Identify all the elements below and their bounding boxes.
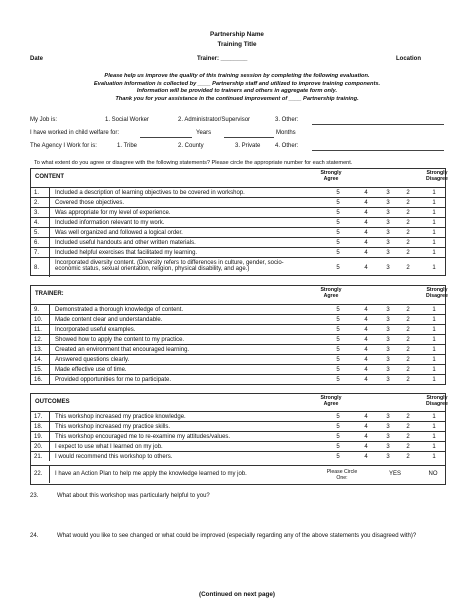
rating-row (31, 187, 445, 197)
intro-line: Please help us improve the quality of this training session by completing the following evaluation. (104, 73, 370, 79)
rating-option[interactable]: 2 (406, 189, 410, 196)
months-label: Months (276, 130, 296, 136)
rating-option[interactable]: 4 (364, 336, 368, 343)
rating-option[interactable]: 4 (364, 219, 368, 226)
form-title: Partnership Name (210, 31, 264, 38)
rating-option[interactable]: 4 (364, 306, 368, 313)
question-24-number: 24. (30, 533, 39, 539)
rating-option[interactable]: 1 (432, 413, 436, 420)
rating-option[interactable]: 3 (386, 413, 390, 420)
rating-option[interactable]: 2 (406, 229, 410, 236)
rating-option[interactable]: 5 (336, 229, 340, 236)
item-number: 7. (34, 249, 40, 256)
rating-option[interactable]: 5 (336, 433, 340, 440)
item-number: 4. (34, 219, 40, 226)
item-text: Created an environment that encouraged learning. (55, 346, 190, 353)
rating-option[interactable]: 4 (364, 249, 368, 256)
outcomes-header (31, 394, 448, 411)
rating-row (31, 197, 445, 207)
rating-option[interactable]: 1 (432, 443, 436, 450)
item-number: 8. (34, 264, 40, 271)
trainer-header (31, 286, 448, 304)
rating-option[interactable]: 3 (386, 249, 390, 256)
rating-option[interactable]: 5 (336, 326, 340, 333)
rating-row (31, 247, 445, 257)
rating-option[interactable]: 3 (386, 239, 390, 246)
item-text: Was well organized and followed a logical order. (55, 229, 183, 236)
rating-row (31, 411, 445, 421)
item-text: This workshop encouraged me to re-examine my attitudes/values. (55, 433, 231, 440)
item-number: 3. (34, 209, 40, 216)
question-23-text: What about this workshop was particularly helpful to you? (57, 493, 210, 499)
agency-option-county[interactable]: 2. County (178, 143, 204, 149)
rating-option[interactable]: 2 (406, 346, 410, 353)
rating-option[interactable]: 4 (364, 239, 368, 246)
item-text: Made effective use of time. (55, 366, 127, 373)
rating-row (31, 364, 445, 374)
item-number: 12. (34, 336, 43, 343)
rating-option[interactable]: 2 (406, 326, 410, 333)
rating-option[interactable]: 5 (336, 189, 340, 196)
content-section (30, 168, 446, 276)
rating-option[interactable]: 2 (406, 316, 410, 323)
worked-label: I have worked in child welfare for: (30, 130, 120, 136)
item-number: 10. (34, 316, 43, 323)
question-23-number: 23. (30, 493, 39, 499)
rating-option[interactable]: 3 (386, 229, 390, 236)
training-title: Training Title (217, 41, 257, 48)
rating-option[interactable]: 4 (364, 453, 368, 460)
item-text: Included helpful exercises that facilitated my learning. (55, 249, 198, 256)
rating-option[interactable]: 4 (364, 423, 368, 430)
rating-option[interactable]: 1 (432, 336, 436, 343)
item-text: Answered questions clearly. (55, 356, 130, 363)
rating-option[interactable]: 5 (336, 264, 340, 271)
rating-option[interactable]: 5 (336, 209, 340, 216)
intro-line: Thank you for your assistance in the continued improvement of ____ Partnership training. (115, 95, 359, 102)
yes-option[interactable]: YES (388, 471, 401, 477)
job-option-administrator[interactable]: 2. Administrator/Supervisor (178, 117, 251, 123)
item-number: 5. (34, 229, 40, 236)
rating-option[interactable]: 4 (364, 264, 368, 271)
item-text: Included useful handouts and other written materials. (55, 239, 196, 246)
rating-option[interactable]: 5 (336, 376, 340, 383)
rating-option[interactable]: 1 (432, 356, 436, 363)
rating-option[interactable]: 5 (336, 356, 340, 363)
rating-option[interactable]: 3 (386, 443, 390, 450)
item-number: 6. (34, 239, 40, 246)
intro-line: Evaluation information is collected by ____ Partnership staff and utilized to improve training components. (93, 80, 381, 87)
rating-option[interactable]: 2 (406, 356, 410, 363)
rating-option[interactable]: 3 (386, 433, 390, 440)
item-text: Provided opportunities for me to participate. (55, 376, 172, 383)
item-text: Was appropriate for my level of experience. (55, 209, 171, 216)
agency-option-tribe[interactable]: 1. Tribe (117, 143, 138, 149)
item-number: 20. (34, 443, 43, 450)
rating-option[interactable]: 1 (432, 433, 436, 440)
rating-option[interactable]: 5 (336, 423, 340, 430)
item-text: Included information relevant to my work. (55, 219, 165, 226)
rating-option[interactable]: 3 (386, 316, 390, 323)
rating-option[interactable]: 3 (386, 356, 390, 363)
item-text: Incorporated diversity content. (Diversity refers to differences in culture, gender, socio-economic status, sexual orientation, religion, physical disability, and age.) (55, 259, 284, 272)
job-option-other[interactable]: 3. Other: (275, 117, 299, 123)
continued-footer: (Continued on next page) (199, 591, 275, 598)
rating-row (31, 334, 445, 344)
rating-row (31, 431, 445, 441)
rating-option[interactable]: 5 (336, 453, 340, 460)
rating-row (31, 237, 445, 247)
rating-option[interactable]: 2 (406, 453, 410, 460)
location-label: Location (396, 56, 421, 62)
rating-option[interactable]: 5 (336, 366, 340, 373)
rating-option[interactable]: 5 (336, 443, 340, 450)
months-field[interactable] (224, 137, 274, 138)
strongly-disagree-header: Strongly Disagree (426, 287, 448, 299)
rating-option[interactable]: 1 (432, 366, 436, 373)
item-text: Covered those objectives. (55, 199, 125, 206)
item-number: 22. (34, 471, 43, 477)
rating-option[interactable]: 5 (336, 199, 340, 206)
rating-option[interactable]: 2 (406, 413, 410, 420)
rating-option[interactable]: 1 (432, 376, 436, 383)
rating-option[interactable]: 3 (386, 376, 390, 383)
rating-option[interactable]: 2 (406, 209, 410, 216)
rating-option[interactable]: 4 (364, 433, 368, 440)
rating-row (31, 441, 445, 451)
question-23-answer-area[interactable] (57, 502, 445, 528)
action-plan-row (31, 465, 445, 483)
rating-option[interactable]: 4 (364, 316, 368, 323)
item-text: This workshop increased my practice knowledge. (55, 413, 186, 420)
rating-row (31, 324, 445, 334)
rating-option[interactable]: 4 (364, 229, 368, 236)
rating-row (31, 257, 445, 277)
rating-option[interactable]: 3 (386, 306, 390, 313)
rating-option[interactable]: 3 (386, 219, 390, 226)
rating-option[interactable]: 1 (432, 189, 436, 196)
item-number: 2. (34, 199, 40, 206)
rating-row (31, 421, 445, 431)
item-number: 17. (34, 413, 43, 420)
item-text: Showed how to apply the content to my practice. (55, 336, 185, 343)
agency-option-private[interactable]: 3. Private (235, 143, 261, 149)
rating-row (31, 314, 445, 324)
rating-option[interactable]: 4 (364, 346, 368, 353)
rating-option[interactable]: 1 (432, 264, 436, 271)
intro-block (30, 73, 444, 103)
outcomes-title: OUTCOMES (35, 398, 70, 405)
item-number: 9. (34, 306, 40, 313)
rating-option[interactable]: 1 (432, 249, 436, 256)
rating-option[interactable]: 2 (406, 366, 410, 373)
agency-other-field[interactable] (312, 150, 444, 151)
rating-option[interactable]: 1 (432, 229, 436, 236)
rating-option[interactable]: 3 (386, 453, 390, 460)
rating-option[interactable]: 1 (432, 199, 436, 206)
rating-option[interactable]: 5 (336, 219, 340, 226)
rating-option[interactable]: 4 (364, 443, 368, 450)
item-number: 16. (34, 376, 43, 383)
rating-option[interactable]: 2 (406, 336, 410, 343)
agency-label: The Agency I Work for is: (30, 143, 97, 149)
item-text: Demonstrated a thorough knowledge of content. (55, 306, 184, 313)
strongly-agree-header: Strongly Agree (320, 395, 342, 407)
rating-row (31, 451, 445, 461)
rating-option[interactable]: 1 (432, 326, 436, 333)
item-text: I have an Action Plan to help me apply the knowledge learned to my job. (55, 471, 247, 477)
rating-row (31, 354, 445, 364)
years-label: Years (196, 130, 212, 136)
rating-option[interactable]: 5 (336, 239, 340, 246)
rating-option[interactable]: 1 (432, 453, 436, 460)
rating-option[interactable]: 2 (406, 199, 410, 206)
rating-row (31, 217, 445, 227)
rating-option[interactable]: 2 (406, 433, 410, 440)
rating-option[interactable]: 2 (406, 443, 410, 450)
rating-option[interactable]: 3 (386, 423, 390, 430)
job-option-social-worker[interactable]: 1. Social Worker (105, 117, 149, 123)
strongly-agree-header: Strongly Agree (320, 287, 342, 299)
item-text: Made content clear and understandable. (55, 316, 163, 323)
no-option[interactable]: NO (428, 471, 438, 477)
item-number: 15. (34, 366, 43, 373)
job-other-field[interactable] (312, 124, 444, 125)
strongly-disagree-header: Strongly Disagree (426, 170, 448, 182)
item-number: 21. (34, 453, 43, 460)
rating-option[interactable]: 3 (386, 366, 390, 373)
content-title: CONTENT (35, 174, 64, 180)
date-label: Date (30, 56, 44, 62)
agency-option-other[interactable]: 4. Other: (275, 143, 299, 149)
item-text: I would recommend this workshop to others. (55, 453, 173, 460)
job-label: My Job is: (30, 117, 58, 123)
rating-option[interactable]: 1 (432, 209, 436, 216)
rating-option[interactable]: 5 (336, 346, 340, 353)
rating-option[interactable]: 4 (364, 209, 368, 216)
rating-option[interactable]: 3 (386, 189, 390, 196)
rating-option[interactable]: 3 (386, 264, 390, 271)
rating-option[interactable]: 2 (406, 306, 410, 313)
item-number: 19. (34, 433, 43, 440)
rating-option[interactable]: 5 (336, 336, 340, 343)
item-number: 18. (34, 423, 43, 430)
rating-row (31, 207, 445, 217)
rating-option[interactable]: 2 (406, 376, 410, 383)
rating-row (31, 344, 445, 354)
rating-option[interactable]: 5 (336, 316, 340, 323)
intro-line: Information will be provided to trainers and others in aggregate form only. (136, 88, 338, 94)
rating-option[interactable]: 1 (432, 219, 436, 226)
rating-option[interactable]: 5 (336, 249, 340, 256)
rating-option[interactable]: 4 (364, 199, 368, 206)
rating-option[interactable]: 3 (386, 209, 390, 216)
rating-option[interactable]: 2 (406, 264, 410, 271)
item-text: I expect to use what I learned on my job. (55, 443, 163, 450)
rating-option[interactable]: 1 (432, 346, 436, 353)
rating-option[interactable]: 1 (432, 306, 436, 313)
trainer-label: Trainer: ________ (197, 56, 248, 62)
rating-option[interactable]: 1 (432, 316, 436, 323)
rating-option[interactable]: 2 (406, 249, 410, 256)
trainer-title: TRAINER: (35, 291, 64, 297)
strongly-agree-header: Strongly Agree (320, 170, 342, 182)
rating-option[interactable]: 4 (364, 366, 368, 373)
item-text: Incorporated useful examples. (55, 326, 136, 333)
rating-option[interactable]: 3 (386, 346, 390, 353)
item-number: 11. (34, 326, 42, 333)
rating-option[interactable]: 4 (364, 326, 368, 333)
rating-option[interactable]: 1 (432, 239, 436, 246)
item-text: This workshop increased my practice skills. (55, 423, 171, 430)
question-24-answer-area[interactable] (57, 550, 445, 586)
rating-option[interactable]: 4 (364, 356, 368, 363)
item-text: Included a description of learning objectives to be covered in workshop. (55, 189, 245, 196)
strongly-disagree-header: Strongly Disagree (426, 395, 448, 407)
rating-option[interactable]: 5 (336, 306, 340, 313)
rating-option[interactable]: 1 (432, 423, 436, 430)
content-header (31, 169, 448, 187)
years-field[interactable] (140, 137, 192, 138)
item-number: 1. (34, 189, 40, 196)
rating-option[interactable]: 2 (406, 239, 410, 246)
rating-option[interactable]: 3 (386, 336, 390, 343)
rating-option[interactable]: 2 (406, 423, 410, 430)
rating-row (31, 304, 445, 314)
trainer-section (30, 285, 446, 385)
rating-option[interactable]: 4 (364, 413, 368, 420)
instructions: To what extent do you agree or disagree with the following statements? Please circle the appropriate number for each statement. (34, 160, 353, 166)
circle-one-label: Please Circle One: (326, 469, 358, 481)
rating-option[interactable]: 3 (386, 326, 390, 333)
outcomes-section (30, 393, 446, 485)
rating-option[interactable]: 2 (406, 219, 410, 226)
rating-row (31, 227, 445, 237)
rating-option[interactable]: 5 (336, 413, 340, 420)
rating-option[interactable]: 4 (364, 189, 368, 196)
rating-row (31, 374, 445, 384)
item-number: 13. (34, 346, 43, 353)
rating-option[interactable]: 3 (386, 199, 390, 206)
rating-option[interactable]: 4 (364, 376, 368, 383)
item-number: 14. (34, 356, 43, 363)
question-24-text: What would you like to see changed or what could be improved (especially regarding any of the above statements you disagreed with)? (57, 533, 417, 539)
